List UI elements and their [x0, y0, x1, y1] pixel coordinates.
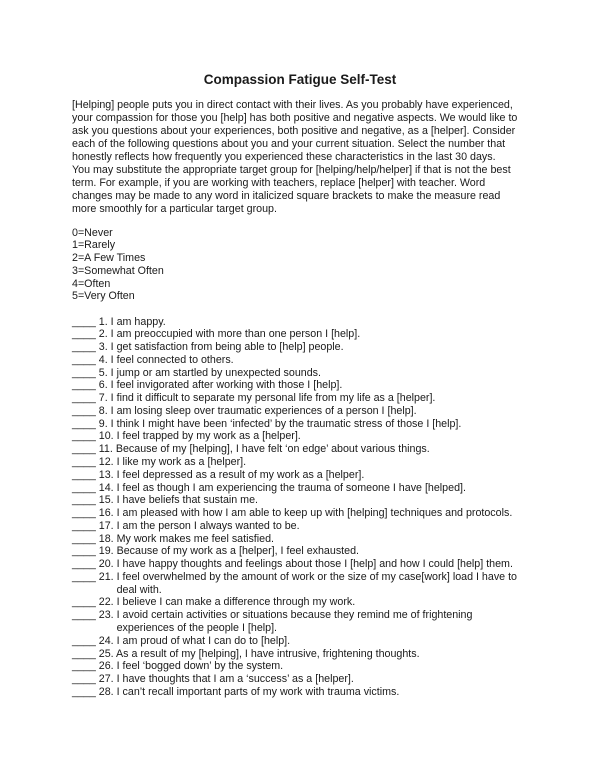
item-number: 11.	[98, 443, 113, 456]
answer-blank: ____	[72, 634, 96, 647]
item-number: 21.	[98, 570, 114, 583]
rating-scale	[72, 227, 164, 304]
question-item-7	[72, 392, 517, 405]
page-title: Compassion Fatigue Self-Test	[203, 72, 397, 87]
item-text: I am the person I always wanted to be.	[116, 519, 300, 532]
item-text: I have happy thoughts and feelings about those I [help] and how I could [help] them.	[116, 558, 513, 571]
item-text: I feel ‘bogged down’ by the system.	[116, 660, 284, 673]
answer-blank: ____	[72, 481, 96, 494]
answer-blank: ____	[72, 494, 96, 507]
item-number: 2.	[98, 328, 108, 341]
question-item-6	[72, 379, 517, 392]
item-text: I am preoccupied with more than one person I [help].	[110, 328, 361, 341]
question-item-12	[72, 456, 517, 469]
item-text: I have thoughts that I am a ‘success’ as a [helper].	[116, 673, 354, 686]
intro-line: honestly reflects how frequently you experienced these characteristics in the last 30 days.	[72, 150, 496, 163]
question-item-1	[72, 316, 517, 329]
answer-blank: ____	[72, 596, 96, 609]
intro-line: term. For example, if you are working with teachers, replace [helper] with teacher. Word	[72, 176, 486, 189]
answer-blank: ____	[72, 353, 96, 366]
question-item-4	[72, 354, 517, 367]
item-number: 20.	[98, 558, 114, 571]
item-text: As a result of my [helping], I have intrusive, frightening thoughts.	[116, 647, 420, 660]
item-text: I can’t recall important parts of my work with trauma victims.	[116, 685, 400, 698]
item-number: 22.	[98, 596, 114, 609]
intro-line: your compassion for those you [help] has both positive and negative aspects. We would like to	[72, 111, 518, 124]
item-text: I like my work as a [helper].	[116, 456, 247, 469]
item-number: 24.	[98, 634, 114, 647]
item-text: I feel connected to others.	[110, 353, 234, 366]
item-text: Because of my [helping], I have felt ‘on edge’ about various things.	[115, 443, 430, 456]
item-text: I avoid certain activities or situations because they remind me of frightening	[116, 609, 473, 622]
item-text: I think I might have been ‘infected’ by the traumatic stress of those I [help].	[110, 417, 462, 430]
item-number: 19.	[98, 545, 114, 558]
item-number: 25.	[98, 647, 114, 660]
item-number: 9.	[98, 417, 108, 430]
item-number: 14.	[98, 481, 114, 494]
question-item-14	[72, 482, 517, 495]
answer-blank: ____	[72, 315, 96, 328]
item-text: I am happy.	[110, 315, 166, 328]
question-item-20	[72, 558, 517, 571]
item-text-continuation: deal with.	[116, 583, 162, 596]
item-number: 1.	[98, 315, 108, 328]
question-item-13	[72, 469, 517, 482]
item-number: 10.	[98, 430, 114, 443]
answer-blank: ____	[72, 404, 96, 417]
item-text: I am proud of what I can do to [help].	[116, 634, 291, 647]
item-text: Because of my work as a [helper], I feel exhausted.	[116, 545, 359, 558]
item-number: 27.	[98, 673, 114, 686]
question-item-15	[72, 494, 517, 507]
item-number: 18.	[98, 532, 114, 545]
question-item-27	[72, 673, 517, 686]
item-text: I feel as though I am experiencing the trauma of someone I have [helped].	[116, 481, 466, 494]
scale-option-often: 4=Often	[72, 277, 111, 290]
question-item-16	[72, 507, 517, 520]
question-item-5	[72, 367, 517, 380]
question-item-2	[72, 328, 517, 341]
item-text: I am pleased with how I am able to keep up with [helping] techniques and protocols.	[116, 507, 513, 520]
answer-blank: ____	[72, 609, 96, 622]
answer-blank: ____	[72, 507, 96, 520]
question-item-8	[72, 405, 517, 418]
question-item-24	[72, 635, 517, 648]
item-text: I believe I can make a difference through my work.	[116, 596, 356, 609]
item-text: My work makes me feel satisfied.	[116, 532, 274, 545]
intro-line: ask you questions about your experiences, both positive and negative, as a [helper]. Consider	[72, 124, 516, 137]
answer-blank: ____	[72, 366, 96, 379]
answer-blank: ____	[72, 685, 96, 698]
answer-blank: ____	[72, 328, 96, 341]
item-text: I feel overwhelmed by the amount of work or the size of my case[work] load I have to	[116, 570, 517, 583]
intro-line: [Helping] people puts you in direct contact with their lives. As you probably have experienced,	[72, 98, 513, 111]
answer-blank: ____	[72, 660, 96, 673]
intro-line: changes may be made to any word in italicized square brackets to make the measure read	[72, 189, 501, 202]
answer-blank: ____	[72, 443, 96, 456]
answer-blank: ____	[72, 392, 96, 405]
question-item-9	[72, 418, 517, 431]
answer-blank: ____	[72, 519, 96, 532]
item-number: 3.	[98, 341, 108, 354]
item-text: I feel invigorated after working with those I [help].	[110, 379, 343, 392]
answer-blank: ____	[72, 545, 96, 558]
answer-blank: ____	[72, 430, 96, 443]
item-number: 7.	[98, 392, 108, 405]
item-number: 15.	[98, 494, 114, 507]
item-number: 26.	[98, 660, 114, 673]
item-text: I find it difficult to separate my personal life from my life as a [helper].	[110, 392, 436, 405]
item-text: I feel depressed as a result of my work as a [helper].	[116, 468, 365, 481]
item-number: 6.	[98, 379, 108, 392]
item-number: 17.	[98, 519, 114, 532]
question-item-26	[72, 660, 517, 673]
scale-option-a-few-times: 2=A Few Times	[72, 252, 146, 265]
question-item-17	[72, 520, 517, 533]
scale-option-very-often: 5=Very Often	[72, 290, 135, 303]
answer-blank: ____	[72, 647, 96, 660]
intro-line: each of the following questions about you and your current situation. Select the number that	[72, 137, 506, 150]
answer-blank: ____	[72, 468, 96, 481]
item-text: I get satisfaction from being able to [help] people.	[110, 341, 344, 354]
answer-blank: ____	[72, 417, 96, 430]
question-item-28	[72, 686, 517, 699]
intro-line: You may substitute the appropriate target group for [helping/help/helper] if that is not the best	[72, 163, 511, 176]
item-number: 28.	[98, 685, 114, 698]
item-text: I feel trapped by my work as a [helper].	[116, 430, 301, 443]
item-number: 8.	[98, 404, 108, 417]
item-text: I have beliefs that sustain me.	[116, 494, 258, 507]
item-text: I am losing sleep over traumatic experiences of a person I [help].	[110, 404, 417, 417]
scale-option-rarely: 1=Rarely	[72, 239, 116, 252]
question-item-3	[72, 341, 517, 354]
answer-blank: ____	[72, 532, 96, 545]
scale-option-somewhat-often: 3=Somewhat Often	[72, 264, 164, 277]
question-item-18	[72, 533, 517, 546]
item-number: 4.	[98, 353, 108, 366]
item-number: 13.	[98, 468, 114, 481]
scale-option-never: 0=Never	[72, 226, 113, 239]
question-item-22	[72, 596, 517, 609]
item-number: 16.	[98, 507, 114, 520]
item-number: 5.	[98, 366, 108, 379]
question-item-11	[72, 443, 517, 456]
answer-blank: ____	[72, 558, 96, 571]
question-item-19	[72, 545, 517, 558]
item-number: 23.	[98, 609, 114, 622]
item-text-continuation: experiences of the people I [help].	[116, 621, 278, 634]
item-number: 12.	[98, 456, 114, 469]
question-item-21	[72, 571, 517, 584]
question-item-23	[72, 609, 517, 622]
question-item-25	[72, 648, 517, 661]
intro-paragraph	[72, 99, 517, 216]
answer-blank: ____	[72, 570, 96, 583]
answer-blank: ____	[72, 341, 96, 354]
answer-blank: ____	[72, 456, 96, 469]
question-list	[72, 316, 517, 699]
answer-blank: ____	[72, 673, 96, 686]
item-text: I jump or am startled by unexpected sounds.	[110, 366, 321, 379]
question-item-10	[72, 430, 517, 443]
intro-line: more smoothly for a particular target group.	[72, 202, 277, 215]
answer-blank: ____	[72, 379, 96, 392]
